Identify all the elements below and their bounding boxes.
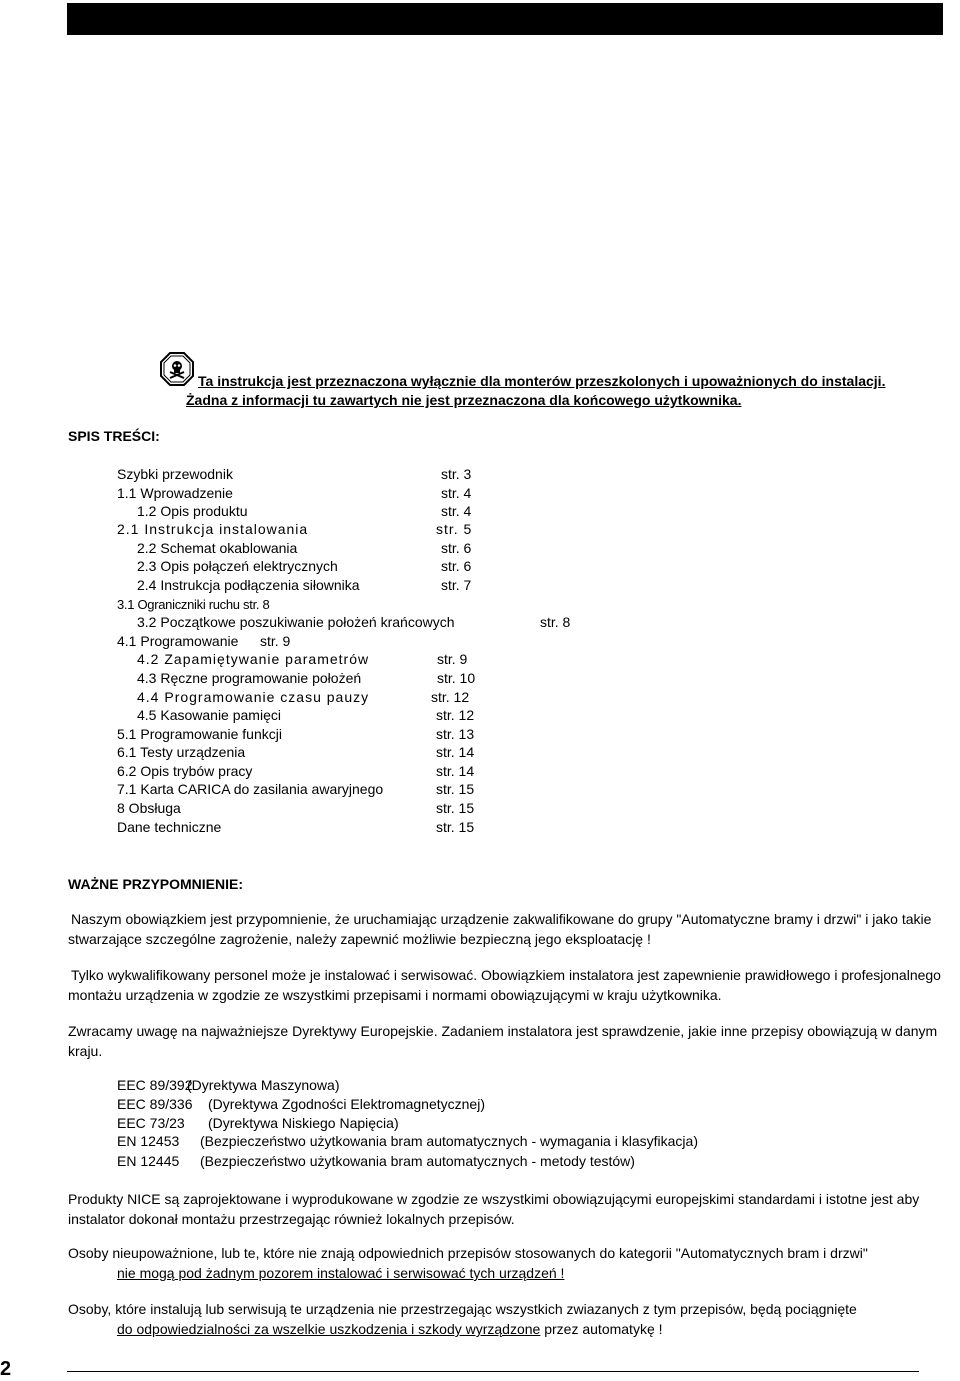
toc-entry-page: str. 15 [436,819,475,835]
important-paragraph-1: Naszym obowiązkiem jest przypomnienie, że uruchamiając urządzenie zakwalifikowane do grupy "Automatyczne bramy i drzwi" i jako takie stwarzające szczególne zagrożenie, należy zapewnić możliwie bezpieczną jego eksploatację ! [68,911,932,947]
toc-entry-page: str. 14 [436,763,475,779]
toc-entry-title: 8 Obsługa [117,800,181,816]
directive-description: (Dyrektywa Maszynowa) [187,1077,340,1093]
important-paragraph-3: Zwracamy uwagę na najważniejsze Dyrektywy Europejskie. Zadaniem instalatora jest sprawdzenie, jakie inne przepisy obowiązują w danym kraju. [68,1023,938,1059]
toc-entry-title: 4.3 Ręczne programowanie położeń [137,670,362,686]
toc-entry-title: 7.1 Karta CARICA do zasilania awaryjnego [117,781,384,797]
important-paragraph-2: Tylko wykwalifikowany personel może je instalować i serwisować. Obowiązkiem instalatora jest zapewnienie prawidłowego i profesjonalnego montażu urządzenia w zgodzie ze wszystkimi przepisami i normami obowiązującymi w kraju użytkownika. [68,967,941,1003]
toc-entry-title: 1.1 Wprowadzenie [117,485,233,501]
directive-code: EN 12453 [117,1133,180,1149]
directive-description: (Dyrektywa Niskiego Napięcia) [208,1115,399,1131]
page-number: 2 [0,1358,12,1380]
toc-entry-page: str. 13 [436,726,475,742]
directive-code: EN 12445 [117,1153,180,1169]
footer-divider [67,1371,919,1372]
toc-entry-page: str. 15 [436,781,475,797]
directive-description: (Bezpieczeństwo użytkowania bram automatycznych - metody testów) [200,1153,635,1169]
toc-entry-page: str. 14 [436,744,475,760]
toc-entry-page: str. 10 [437,670,476,686]
directive-code: EEC 89/336 [117,1096,193,1112]
toc-entry-page: str. 6 [441,540,472,556]
toc-entry-title: 2.3 Opis połączeń elektrycznych [137,558,338,574]
toc-title: SPIS TREŚCI: [68,428,160,444]
toc-entry-title: 4.5 Kasowanie pamięci [137,707,281,723]
toc-entry-page: str. 3 [441,466,472,482]
directive-code: EEC 89/392 [117,1077,193,1093]
toc-entry-page: str. 7 [441,577,472,593]
toc-entry-title: 4.1 Programowanie [117,633,239,649]
toc-entry-title: 2.1 Instrukcja instalowania [117,521,309,537]
directive-code: EEC 73/23 [117,1115,185,1131]
important-paragraph-4: Produkty NICE są zaprojektowane i wyprodukowane w zgodzie ze wszystkimi obowiązującymi europejskimi standardami i istotne jest aby instalator dokonał montażu przestrzegając również lokalnych przepisów. [68,1191,920,1227]
toc-entry-page: str. 12 [431,689,470,705]
directive-description: (Bezpieczeństwo użytkowania bram automatycznych - wymagania i klasyfikacja) [200,1133,698,1149]
toc-entry-title: 5.1 Programowanie funkcji [117,726,282,742]
important-paragraph-6-line1: Osoby, które instalują lub serwisują te urządzenia nie przestrzegając wszystkich zwiazanych z tym przepisów, będą pociągnięte [68,1301,857,1317]
toc-entry-title: 6.2 Opis trybów pracy [117,763,253,779]
header-bar [67,3,943,35]
toc-entry-page: str. 8 [540,614,571,630]
important-paragraph-6-line2: do odpowiedzialności za wszelkie uszkodzenia i szkody wyrządzone przez automatykę ! [117,1321,663,1337]
toc-entry-page: str. 6 [441,558,472,574]
toc-entry-page: str. 4 [441,503,472,519]
toc-entry-title: Szybki przewodnik [117,466,233,482]
toc-entry-page: str. 4 [441,485,472,501]
toc-entry-title: 1.2 Opis produktu [137,503,248,519]
installer-notice-line2: Żadna z informacji tu zawartych nie jest przeznaczona dla końcowego użytkownika. [186,392,742,408]
toc-entry-title: 6.1 Testy urządzenia [117,744,246,760]
warning-skull-icon [160,352,194,386]
toc-entry-title: 3.2 Początkowe poszukiwanie położeń krańcowych [137,614,455,630]
toc-entry-title: 2.4 Instrukcja podłączenia siłownika [137,577,360,593]
toc-entry-title: 4.4 Programowanie czasu pauzy [137,689,370,705]
directive-description: (Dyrektywa Zgodności Elektromagnetycznej) [208,1096,485,1112]
toc-entry-title: 3.1 Ograniczniki ruchu str. 8 [117,597,270,612]
installer-notice-line1: Ta instrukcja jest przeznaczona wyłącznie dla monterów przeszkolonych i upoważnionych do instalacji. [198,373,886,389]
toc-entry-page: str. 12 [436,707,475,723]
important-paragraph-5-line1: Osoby nieupoważnione, lub te, które nie znają odpowiednich przepisów stosowanych do kategorii "Automatycznych bram i drzwi" [68,1245,868,1261]
toc-entry-page: str. 5 [436,521,473,537]
toc-entry-title: 4.2 Zapamiętywanie parametrów [137,651,370,667]
toc-entry-page: str. 9 [260,633,291,649]
toc-entry-title: 2.2 Schemat okablowania [137,540,298,556]
toc-entry-page: str. 9 [437,651,468,667]
important-paragraph-5-line2: nie mogą pod żadnym pozorem instalować i serwisować tych urządzeń ! [117,1265,565,1281]
important-heading: WAŻNE PRZYPOMNIENIE: [68,876,244,892]
toc-entry-page: str. 15 [436,800,475,816]
toc-entry-title: Dane techniczne [117,819,222,835]
